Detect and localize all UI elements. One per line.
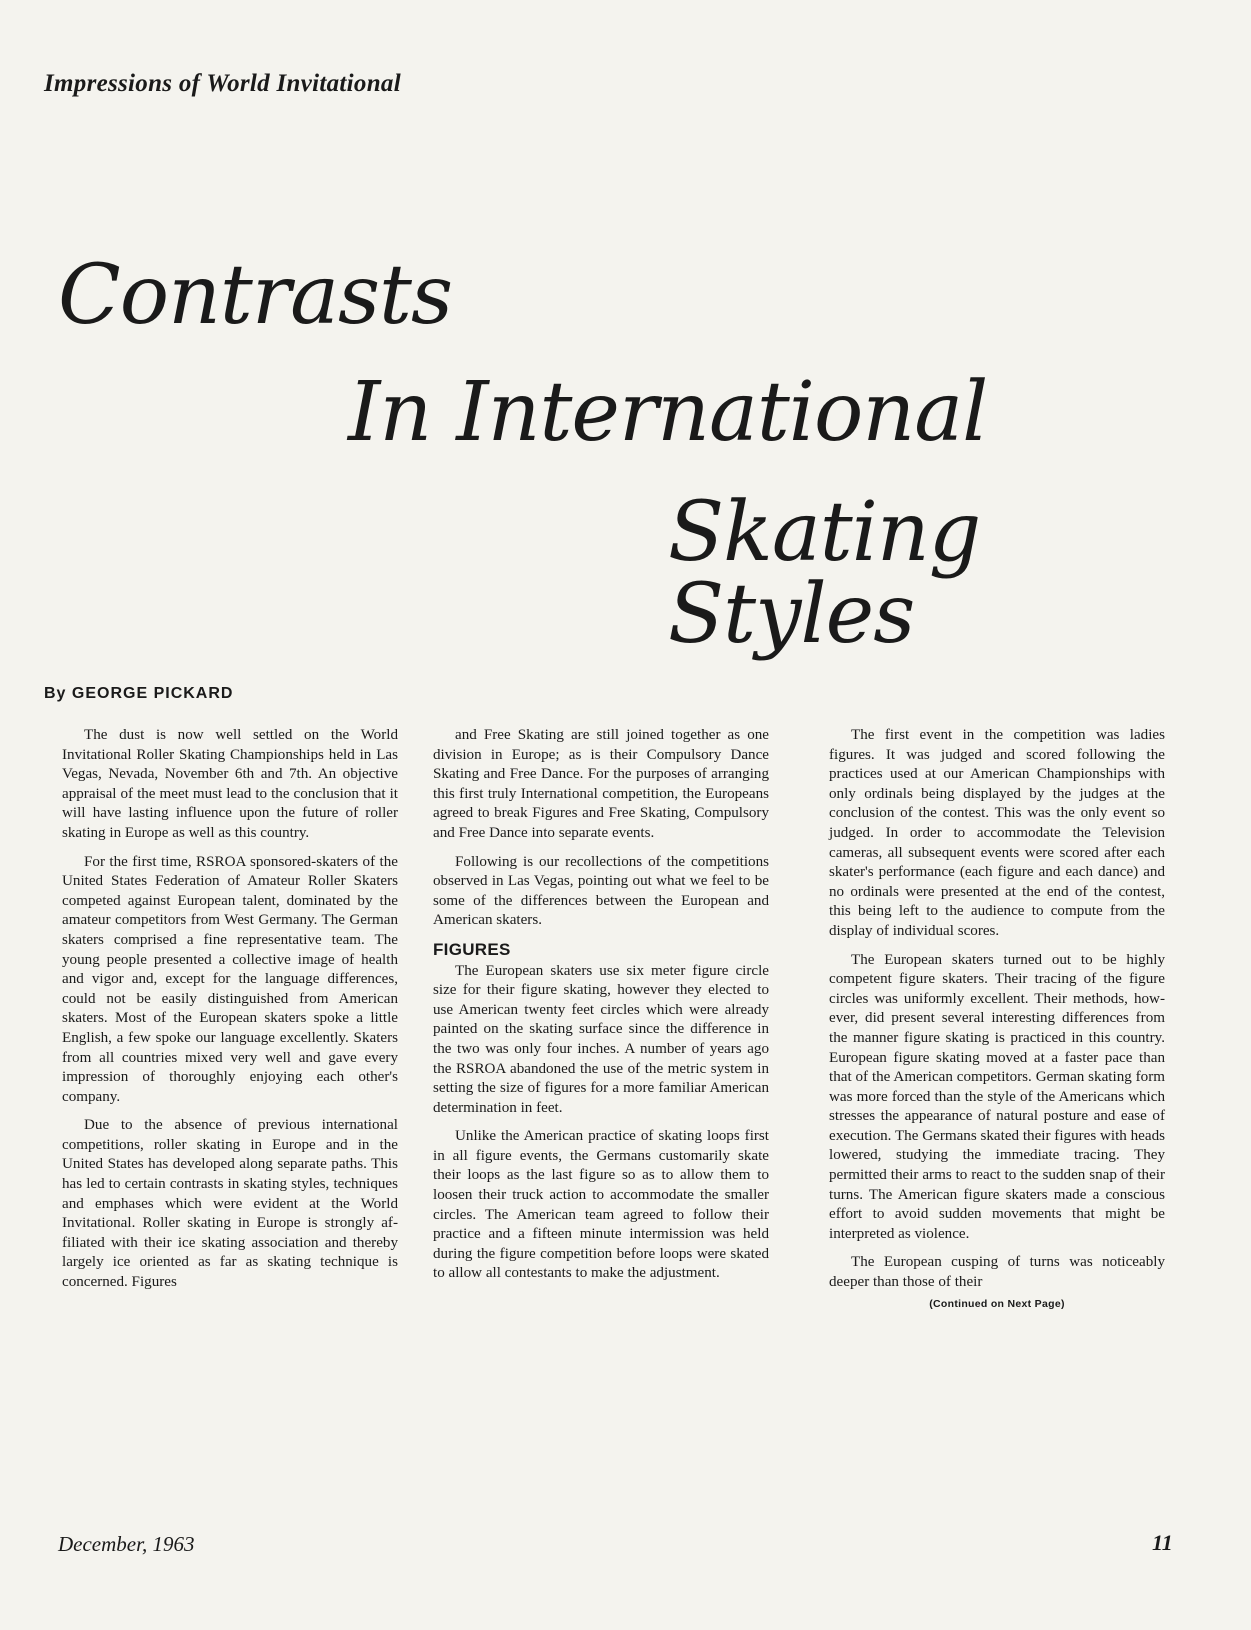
article-kicker: Impressions of World Invitational bbox=[44, 70, 401, 97]
byline: By GEORGE PICKARD bbox=[44, 685, 234, 702]
paragraph: The European cusping of turns was noticeably deeper than those of their bbox=[829, 1254, 1165, 1291]
title-line-2: In International bbox=[348, 365, 988, 460]
paragraph: For the first time, RSROA sponsored-skaters of the United States Federation of Amateur Roller Skaters competed against European talent, dominated by the amateur competitors from West Germany. The German skaters comprised a fine representative team. The young people presented a collective image of health and vigor and, except for the language differences, could not be easily distinguished from American skaters. Most of the European skaters spoke a little English, a few spoke our language excellently. Skaters from all countries mixed very well and gave every impression of thoroughly enjoying each other's company. bbox=[62, 853, 398, 1105]
paragraph: The European skaters use six meter figure circle size for their figure skating, however they elected to use American twenty feet circles which were already painted on the skating surface since the difference in the two was only four inches. A number of years ago the RSROA abandoned the use of the metric system in setting the size of figures for a more familiar American determination in feet. bbox=[433, 962, 769, 1116]
paragraph: The European skaters turned out to be highly competent figure skaters. Their tracing of the figure circles was uniformly excellent. Their methods, however, did present several interesting differences from the manner figure skating is practiced in this country. European figure skating moved at a faster pace than that of the American competitors. German skating form was more forced than the style of the Americans which stresses the appearance of natural posture and ease of execution. The Germans skated their figures with heads lowered, studying the immediate tracing. They permitted their arms to react to the sudden snap of their turns. The American figure skaters made a conscious effort to avoid sudden movements that might be interpreted as violence. bbox=[829, 951, 1165, 1242]
paragraph: Due to the absence of previous international competitions, roller skating in Europe and in the United States has developed along separate paths. This has led to certain contrasts in skating styles, techniques and emphases which were evident at the World Invitational. Roller skating in Europe is strongly affiliated with their ice skating association and thereby largely ice oriented as far as skating technique is concerned. Figures bbox=[62, 1117, 398, 1291]
continued-note: (Continued on Next Page) bbox=[929, 1297, 1065, 1310]
issue-date: December, 1963 bbox=[58, 1532, 195, 1556]
section-heading: FIGURES bbox=[433, 939, 511, 959]
page-number: 11 bbox=[1152, 1530, 1173, 1555]
paragraph: The first event in the competition was ladies figures. It was judged and scored following the practices used at our American Championships with only ordinals being displayed by the judges at the conclusion of the contest. This was the only event so judged. In order to accommodate the Television cameras, all subsequent events were scored after each skater's performance (each figure and each dance) and no ordinals were presented at the end of the contest, this being left to the audience to compute from the display of individual scores. bbox=[829, 727, 1165, 939]
paragraph: and Free Skating are still joined together as one division in Europe; as is their Compulsory Dance Skating and Free Dance. For the purposes of arranging this first truly International competition, the Europeans agreed to break Figures and Free Skating, Compulsory and Free Dance into separate events. bbox=[433, 727, 769, 841]
article-column-2 bbox=[433, 726, 769, 1284]
title-line-3: Skating Styles bbox=[668, 485, 981, 662]
title-line-1: Contrasts bbox=[58, 248, 453, 343]
article-column-3 bbox=[829, 726, 1165, 1314]
paragraph: The dust is now well settled on the World Invitational Roller Skating Championships held in Las Vegas, Nevada, November 6th and 7th. An objective appraisal of the meet must lead to the conclusion that it will have lasting influence upon the future of roller skating in Europe as well as this country. bbox=[62, 727, 398, 841]
paragraph: Unlike the American practice of skating loops first in all figure events, the Germans customarily skate their loops as the last figure so as to allow them to loosen their truck action to accommodate the smaller circles. The American team agreed to follow their practice and a fifteen minute intermission was held during the figure competition before loops were skated to allow all contestants to make the adjustment. bbox=[433, 1128, 769, 1282]
paragraph: Following is our recollections of the competitions observed in Las Vegas, pointing out what we feel to be some of the differences between the European and American skaters. bbox=[433, 853, 769, 929]
article-column-1 bbox=[62, 726, 398, 1293]
